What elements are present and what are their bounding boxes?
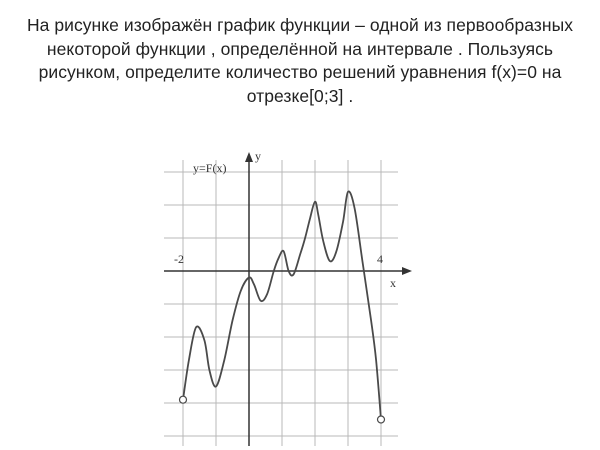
x-axis-arrow <box>402 267 412 275</box>
grid <box>164 160 398 446</box>
function-label: y=F(x) <box>193 161 227 175</box>
open-endpoint-left <box>180 396 187 403</box>
open-endpoint-right <box>378 416 385 423</box>
tick-label-4: 4 <box>377 252 383 266</box>
problem-text: На рисунке изображён график функции – одной из первообразных некоторой функции , определённой на интервале . Пользуясь рисунком, определите количество решений уравнения f(x)=0 на отрезке[0;3] . <box>26 15 574 106</box>
y-axis-label: y <box>255 149 261 163</box>
x-axis-label: x <box>390 276 396 290</box>
tick-label-minus-2: -2 <box>174 252 184 266</box>
y-axis-arrow <box>245 152 253 162</box>
axes <box>164 152 412 446</box>
